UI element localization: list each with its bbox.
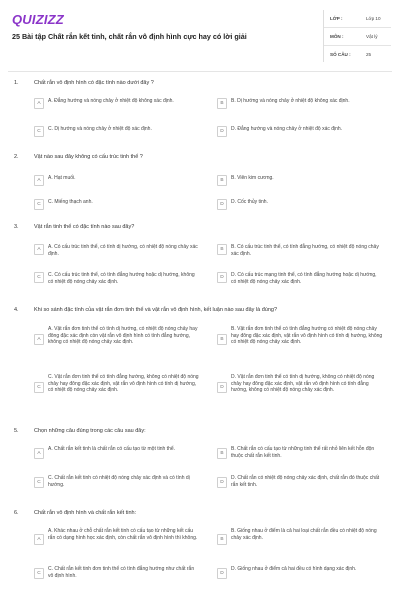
meta-row-count [324,46,391,63]
meta-row-subject [324,28,391,46]
option-text: C. Chất rắn kết tinh đơn tinh thể có tính đẳng hướng như chất rắn vô định hình. [48,566,195,579]
meta-label: SỐ CÂU : [330,52,351,57]
option-text: D. Giống nhau ở điểm cả hai đều có hình dạng xác định. [231,566,357,572]
option-letter-box: A [34,448,44,459]
question-number: 4. [14,307,19,313]
option-text: B. Chất rắn có cấu tạo từ những tinh thể rất nhỏ liên kết hỗn độn thuộc chất rắn kết tinh. [231,446,375,459]
option-letter-box: A [34,98,44,109]
option-letter-box: B [217,448,227,459]
meta-value: 25 [366,52,372,57]
quizizz-logo: QUIZIZZ [12,12,64,27]
option-text: B. Vật rắn đơn tinh thể có tính đẳng hướng có nhiệt độ nóng chảy hay đông đặc xác định, vật rắn vô định hình có tính dị hướng, không có nhiệt độ nóng chảy xác định. [231,326,383,346]
option-letter-box: C [34,126,44,137]
option-text: C. Vật rắn đơn tinh thể có tính đẳng hướng, không có nhiệt độ nóng chảy hay đông đặc xác định, vật rắn vô định hình có tính dị hướng, có nhiệt độ nóng chảy xác định. [48,374,199,394]
question-number: 1. [14,80,19,86]
option-text: D. Vật rắn đơn tinh thể có tính dị hướng, không có nhiệt độ nóng chảy hay đông đặc xác định, vật rắn vô định hình có tính đẳng hướng, không có nhiệt độ nóng chảy xác định. [231,374,375,394]
option-letter-box: D [217,568,227,579]
option-letter-box: C [34,477,44,488]
option-text: A. Có cấu trúc tinh thể, có tính dị hướng, có nhiệt độ nóng chảy xác định. [48,244,198,257]
question-text: Chất rắn vô định hình và chất rắn kết tinh: [34,510,137,516]
meta-info-box [323,10,391,62]
option-text: A. Đẳng hướng và nóng chảy ở nhiệt độ không xác định. [48,98,174,104]
option-text: A. Hạt muối. [48,175,76,181]
question-text: Vật nào sau đây không có cấu trúc tinh thể ? [34,154,143,160]
option-letter-box: A [34,175,44,186]
option-letter-box: B [217,334,227,345]
header-divider [8,71,392,72]
option-text: B. Dị hướng và nóng chảy ở nhiệt độ không xác định. [231,98,350,104]
option-text: D. Cốc thủy tinh. [231,199,268,205]
option-letter-box: C [34,382,44,393]
option-letter-box: C [34,272,44,283]
option-letter-box: A [34,334,44,345]
option-letter-box: B [217,244,227,255]
question-text: Chọn những câu đúng trong các câu sau đây: [34,428,146,434]
option-text: C. Dị hướng và nóng chảy ở nhiệt độ xác định. [48,126,152,132]
meta-value: Lớp 10 [366,16,381,21]
option-text: A. Chất rắn kết tinh là chất rắn có cấu tạo từ một tinh thể. [48,446,176,452]
option-letter-box: D [217,382,227,393]
option-letter-box: B [217,98,227,109]
meta-label: MÔN : [330,34,344,39]
question-number: 5. [14,428,19,434]
option-text: D. Đẳng hướng và nóng chảy ở nhiệt độ xác định. [231,126,343,132]
option-text: C. Chất rắn kết tinh có nhiệt độ nóng chảy xác định và có tính dị hướng. [48,475,190,488]
question-text: Chất rắn vô định hình có đặc tính nào dưới đây ? [34,80,154,86]
option-text: A. Vật rắn đơn tinh thể có tính dị hướng, có nhiệt độ nóng chảy hay đông đặc xác định còn vật rắn vô định hình có tính đẳng hướng, không có nhiệt độ nóng chảy xác định. [48,326,198,346]
option-text: B. Viên kim cương. [231,175,274,181]
option-letter-box: D [217,199,227,210]
question-number: 6. [14,510,19,516]
page-title: 25 Bài tập Chất rắn kết tinh, chất rắn vô định hình cực hay có lời giải [12,32,247,41]
option-text: A. Khác nhau ở chỗ chất rắn kết tinh có cấu tạo từ những kết cấu rắn có dạng hình học xác định, còn chất rắn vô định hình thì không. [48,528,198,541]
option-letter-box: C [34,568,44,579]
option-letter-box: D [217,272,227,283]
question-text: Khi so sánh đặc tính của vật rắn đơn tinh thể và vật rắn vô định hình, kết luận nào sau đây là đúng? [34,307,278,313]
option-letter-box: D [217,126,227,137]
meta-row-class [324,10,391,28]
question-number: 2. [14,154,19,160]
worksheet-header [0,0,400,68]
option-text: B. Có cấu trúc tinh thể, có tính đẳng hướng, có nhiệt độ nóng chảy xác định. [231,244,379,257]
option-text: C. Miếng thạch anh. [48,199,93,205]
option-letter-box: A [34,534,44,545]
option-letter-box: D [217,477,227,488]
question-text: Vật rắn tinh thể có đặc tính nào sau đây? [34,224,135,230]
question-number: 3. [14,224,19,230]
option-letter-box: C [34,199,44,210]
option-text: C. Có cấu trúc tinh thể, có tính đẳng hướng hoặc dị hướng, không có nhiệt độ nóng chảy xác định. [48,272,195,285]
option-text: D. Có cấu trúc mạng tinh thể, có tính đẳng hướng hoặc dị hướng, có nhiệt độ nóng chảy xác định. [231,272,377,285]
option-text: B. Giống nhau ở điểm là cả hai loại chất rắn đều có nhiệt độ nóng chảy xác định. [231,528,377,541]
option-letter-box: B [217,534,227,545]
meta-value: Vật lý [366,34,378,39]
option-text: D. Chất rắn có nhiệt độ nóng chảy xác định, chất rắn đó thuộc chất rắn kết tinh. [231,475,380,488]
meta-label: LỚP : [330,16,343,21]
option-letter-box: A [34,244,44,255]
option-letter-box: B [217,175,227,186]
